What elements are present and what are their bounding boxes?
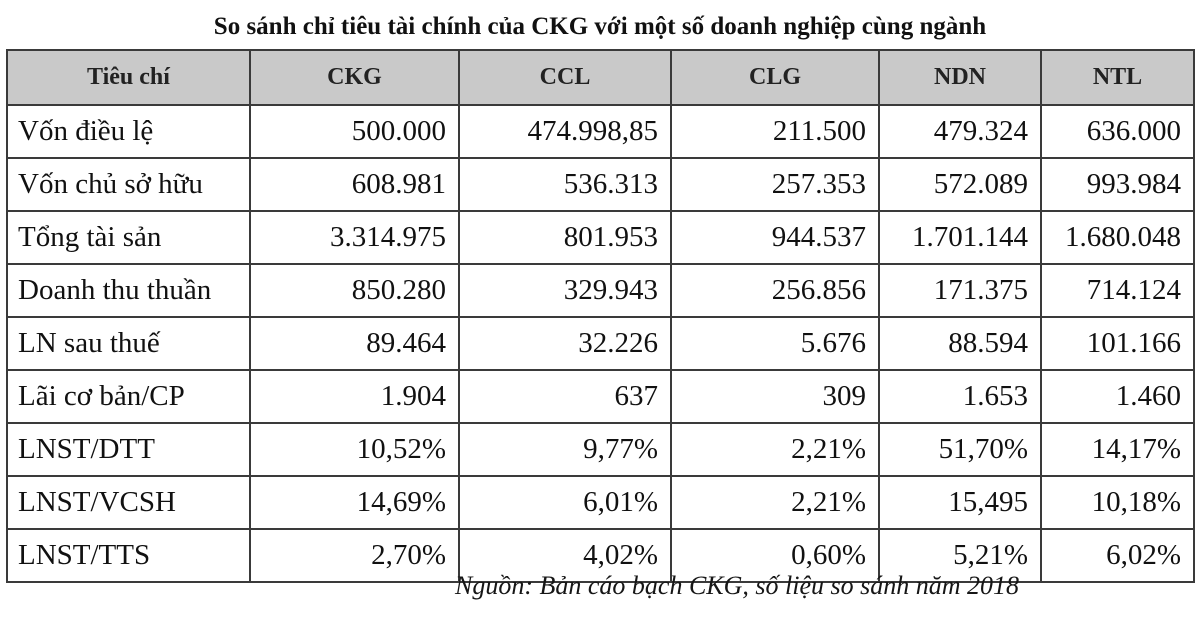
cell-ndn: 5,21% [879,529,1041,582]
header-criteria: Tiêu chí [7,50,250,105]
cell-ndn: 1.701.144 [879,211,1041,264]
cell-ccl: 801.953 [459,211,671,264]
header-clg: CLG [671,50,879,105]
header-row [7,50,1194,105]
row-label: LNST/DTT [7,423,250,476]
financial-comparison-table [6,49,1195,583]
cell-ckg: 10,52% [250,423,459,476]
row-label: LNST/TTS [7,529,250,582]
cell-ccl: 6,01% [459,476,671,529]
row-label: LN sau thuế [7,317,250,370]
cell-ndn: 51,70% [879,423,1041,476]
cell-ccl: 9,77% [459,423,671,476]
table-row [7,158,1194,211]
cell-ntl: 6,02% [1041,529,1194,582]
table-body [7,105,1194,582]
cell-ntl: 1.680.048 [1041,211,1194,264]
cell-ckg: 1.904 [250,370,459,423]
source-note: Nguồn: Bản cáo bạch CKG, số liệu so sánh năm 2018 [455,571,1020,600]
row-label: Tổng tài sản [7,211,250,264]
table-row [7,476,1194,529]
cell-clg: 257.353 [671,158,879,211]
cell-clg: 309 [671,370,879,423]
table-title: So sánh chỉ tiêu tài chính của CKG với một số doanh nghiệp cùng ngành [213,13,987,40]
cell-ccl: 329.943 [459,264,671,317]
cell-ndn: 572.089 [879,158,1041,211]
row-label: LNST/VCSH [7,476,250,529]
cell-clg: 0,60% [671,529,879,582]
header-ndn: NDN [879,50,1041,105]
cell-ccl: 474.998,85 [459,105,671,158]
cell-ckg: 89.464 [250,317,459,370]
cell-ntl: 14,17% [1041,423,1194,476]
table-header [7,50,1194,105]
cell-ntl: 993.984 [1041,158,1194,211]
cell-clg: 944.537 [671,211,879,264]
table-row [7,370,1194,423]
cell-ckg: 14,69% [250,476,459,529]
cell-ntl: 1.460 [1041,370,1194,423]
cell-ccl: 637 [459,370,671,423]
cell-clg: 2,21% [671,423,879,476]
table-row [7,317,1194,370]
cell-ntl: 714.124 [1041,264,1194,317]
cell-clg: 2,21% [671,476,879,529]
cell-ccl: 32.226 [459,317,671,370]
table-row [7,105,1194,158]
cell-ckg: 500.000 [250,105,459,158]
cell-ndn: 1.653 [879,370,1041,423]
row-label: Vốn chủ sở hữu [7,158,250,211]
row-label: Doanh thu thuần [7,264,250,317]
table-row [7,211,1194,264]
table-row [7,264,1194,317]
cell-clg: 211.500 [671,105,879,158]
cell-clg: 256.856 [671,264,879,317]
cell-ccl: 4,02% [459,529,671,582]
cell-ckg: 608.981 [250,158,459,211]
cell-ntl: 636.000 [1041,105,1194,158]
header-ccl: CCL [459,50,671,105]
cell-ndn: 479.324 [879,105,1041,158]
row-label: Vốn điều lệ [7,105,250,158]
cell-ntl: 101.166 [1041,317,1194,370]
cell-ckg: 850.280 [250,264,459,317]
table-row [7,423,1194,476]
cell-clg: 5.676 [671,317,879,370]
cell-ndn: 88.594 [879,317,1041,370]
cell-ntl: 10,18% [1041,476,1194,529]
cell-ndn: 15,495 [879,476,1041,529]
cell-ccl: 536.313 [459,158,671,211]
row-label: Lãi cơ bản/CP [7,370,250,423]
header-ckg: CKG [250,50,459,105]
cell-ndn: 171.375 [879,264,1041,317]
cell-ckg: 3.314.975 [250,211,459,264]
cell-ckg: 2,70% [250,529,459,582]
header-ntl: NTL [1041,50,1194,105]
